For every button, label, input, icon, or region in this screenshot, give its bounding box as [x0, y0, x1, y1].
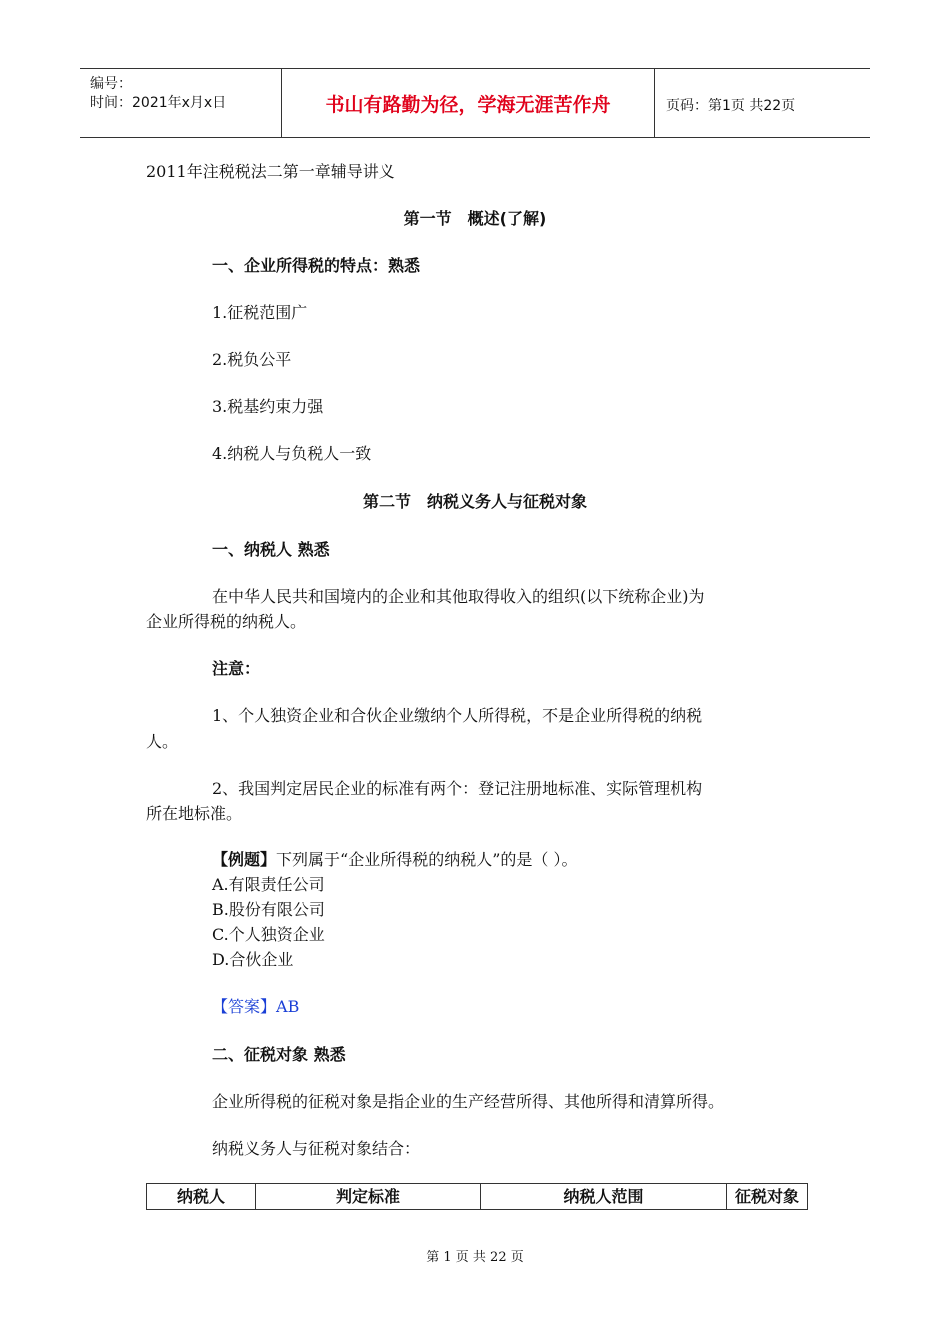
answer-value: AB	[276, 997, 300, 1016]
section1-sub1: 一、企业所得税的特点：熟悉	[212, 256, 421, 275]
feature-item: 4.纳税人与负税人一致	[212, 444, 372, 463]
example-question	[212, 847, 577, 873]
paragraph-line: 纳税义务人与征税对象结合：	[212, 1139, 421, 1158]
section2-title: 第二节 纳税义务人与征税对象	[362, 492, 587, 511]
page-footer: 第 1 页 共 22 页	[426, 1250, 524, 1265]
table-header-cell: 判定标准	[335, 1187, 400, 1206]
header-meta	[80, 69, 282, 137]
note-label: 注意：	[212, 659, 261, 678]
feature-item: 2.税负公平	[212, 350, 292, 369]
answer-label: 【答案】	[212, 997, 277, 1016]
option-item: B.股份有限公司	[212, 900, 325, 919]
paragraph-line: 在中华人民共和国境内的企业和其他取得收入的组织(以下统称企业)为	[212, 587, 705, 606]
note-line: 1、个人独资企业和合伙企业缴纳个人所得税，不是企业所得税的纳税	[212, 706, 703, 725]
doc-title: 2011年注税税法二第一章辅导讲义	[146, 162, 395, 181]
table-header-cell: 纳税人	[176, 1187, 225, 1206]
feature-item: 1.征税范围广	[212, 303, 308, 322]
header-page-info: 页码：第1页 共22页	[666, 98, 796, 114]
note-line: 2、我国判定居民企业的标准有两个：登记注册地标准、实际管理机构	[212, 779, 703, 798]
time-label: 时间：2021年x月x日	[90, 95, 227, 111]
example-label: 【例题】	[212, 850, 277, 869]
taxpayer-table	[146, 1183, 808, 1210]
option-item: C.个人独资企业	[212, 925, 325, 944]
option-item: A.有限责任公司	[212, 875, 325, 894]
header-motto: 书山有路勤为径，学海无涯苦作舟	[282, 69, 655, 137]
section2-sub2: 二、征税对象 熟悉	[212, 1045, 346, 1064]
serial-label: 编号：	[90, 76, 132, 92]
paragraph-line: 企业所得税的纳税人。	[146, 612, 307, 631]
option-item: D.合伙企业	[212, 950, 294, 969]
page-header	[80, 68, 870, 138]
note-line: 人。	[146, 732, 179, 751]
paragraph-line: 企业所得税的征税对象是指企业的生产经营所得、其他所得和清算所得。	[212, 1092, 725, 1111]
feature-item: 3.税基约束力强	[212, 397, 324, 416]
note-line: 所在地标准。	[146, 804, 243, 823]
example-text: 下列属于“企业所得税的纳税人”的是（ ）。	[276, 850, 578, 869]
table-header-cell: 纳税人范围	[563, 1187, 644, 1206]
section2-sub1: 一、纳税人 熟悉	[212, 540, 330, 559]
section1-title: 第一节 概述(了解)	[403, 209, 547, 228]
table-header-cell: 征税对象	[734, 1187, 799, 1206]
answer	[212, 994, 299, 1020]
